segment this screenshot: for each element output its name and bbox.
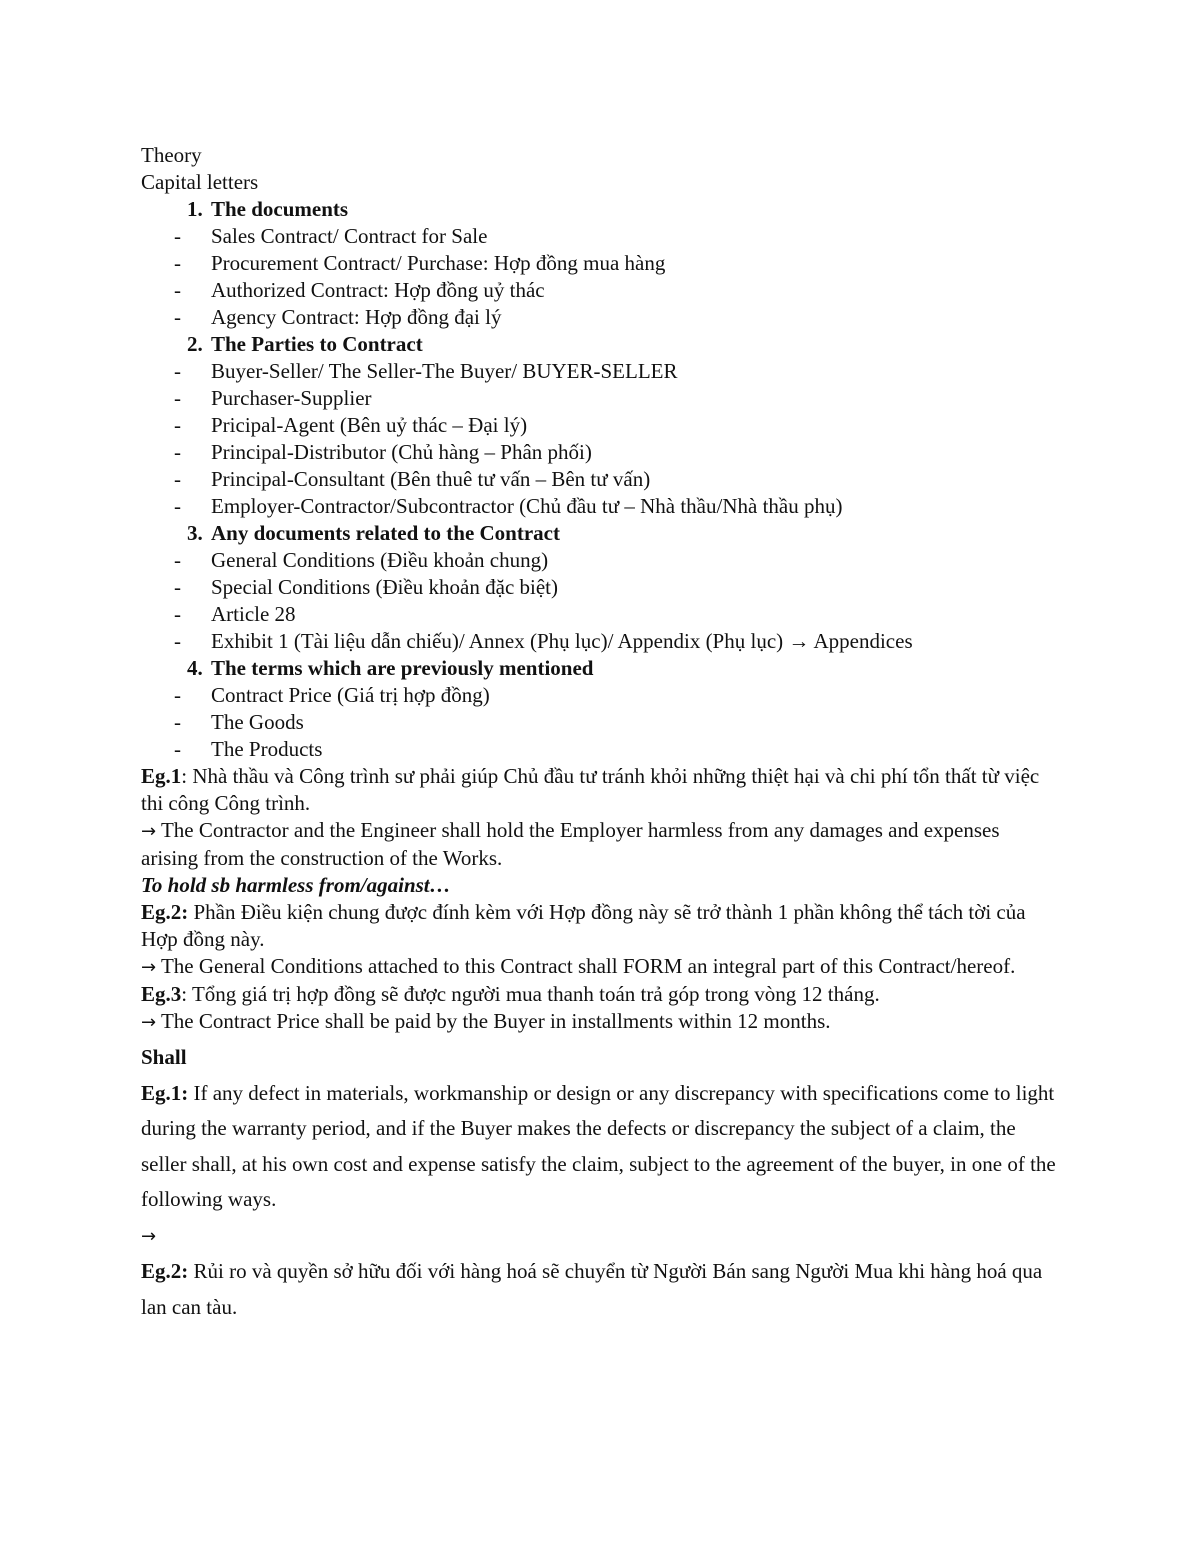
section-number: 2. (187, 332, 203, 356)
list-item (141, 385, 1056, 412)
list-item (141, 574, 1056, 601)
shall-example-1 (141, 1076, 1056, 1218)
list-bullet: - (174, 710, 181, 734)
list-item (141, 493, 1056, 520)
list-bullet: - (174, 386, 181, 410)
list-item-text: Procurement Contract/ Purchase: Hợp đồng mua hàng (211, 251, 666, 275)
example-text: : Tổng giá trị hợp đồng sẽ được người mua thanh toán trả góp trong vòng 12 tháng. (181, 982, 880, 1006)
example-text: : Nhà thầu và Công trình sư phải giúp Chủ đầu tư tránh khỏi những thiệt hại và chi phí tổn thất từ việc thi công Công trình. (141, 764, 1040, 815)
example-1-answer (141, 817, 1056, 872)
list-item (141, 412, 1056, 439)
example-text: Phần Điều kiện chung được đính kèm với Hợp đồng này sẽ trở thành 1 phần không thể tách tời của Hợp đồng này. (141, 900, 1026, 951)
list-item-text: Special Conditions (Điều khoản đặc biệt) (211, 575, 559, 599)
phrase-note: To hold sb harmless from/against… (141, 873, 451, 897)
example-text: If any defect in materials, workmanship or design or any discrepancy with specifications come to light during the warranty period, and if the Buyer makes the defects or discrepancy the subject of a claim, the seller shall, at his own cost and expense satisfy the claim, subject to the agreement of the buyer, in one of the following ways. (141, 1080, 1056, 1211)
list-bullet: - (174, 737, 181, 761)
section-heading (141, 331, 1056, 358)
list-item (141, 709, 1056, 736)
arrow-icon: → (141, 1225, 157, 1247)
list-item-text: The Goods (211, 710, 304, 734)
example-1 (141, 763, 1056, 817)
list-item-text: Purchaser-Supplier (211, 386, 372, 410)
list-item-text: Principal-Consultant (Bên thuê tư vấn – Bên tư vấn) (211, 467, 651, 491)
example-label: Eg.2: (141, 1259, 189, 1283)
list-item (141, 439, 1056, 466)
doc-title: Theory (141, 143, 202, 167)
section-number: 1. (187, 197, 203, 221)
list-item-text: General Conditions (Điều khoản chung) (211, 548, 549, 572)
example-label: Eg.1: (141, 1080, 189, 1105)
list-item (141, 277, 1056, 304)
example-2-answer (141, 953, 1056, 981)
section-number: 3. (187, 521, 203, 545)
list-item (141, 304, 1056, 331)
list-bullet: - (174, 494, 181, 518)
shall-heading: Shall (141, 1045, 187, 1069)
list-item (141, 682, 1056, 709)
arrow-icon: → (141, 1012, 157, 1033)
section-heading-text: The Parties to Contract (211, 332, 423, 356)
list-bullet: - (174, 251, 181, 275)
list-item-text: Authorized Contract: Hợp đồng uỷ thác (211, 278, 545, 302)
list-item-text: The Products (211, 737, 323, 761)
list-item (141, 223, 1056, 250)
list-item (141, 736, 1056, 763)
example-3-answer (141, 1008, 1056, 1036)
list-bullet: - (174, 440, 181, 464)
section-heading (141, 196, 1056, 223)
answer-text: The Contractor and the Engineer shall hold the Employer harmless from any damages and expenses arising from the construction of the Works. (141, 818, 1000, 870)
list-item-text: Exhibit 1 (Tài liệu dẫn chiếu)/ Annex (Phụ lục)/ Appendix (Phụ lục) → Appendices (211, 629, 913, 653)
list-item-text: Buyer-Seller/ The Seller-The Buyer/ BUYER-SELLER (211, 359, 678, 383)
list-item (141, 250, 1056, 277)
doc-subtitle: Capital letters (141, 170, 259, 194)
section-heading-text: Any documents related to the Contract (211, 521, 560, 545)
example-2 (141, 899, 1056, 953)
list-item-text: Employer-Contractor/Subcontractor (Chủ đầu tư – Nhà thầu/Nhà thầu phụ) (211, 494, 843, 518)
list-bullet: - (174, 278, 181, 302)
answer-text: The Contract Price shall be paid by the Buyer in installments within 12 months. (160, 1009, 831, 1033)
list-bullet: - (174, 548, 181, 572)
shall-section (141, 1040, 1056, 1325)
section-number: 4. (187, 656, 203, 680)
list-item-text: Pricipal-Agent (Bên uỷ thác – Đại lý) (211, 413, 528, 437)
shall-example-2 (141, 1254, 1056, 1325)
list-item (141, 358, 1056, 385)
section-heading (141, 655, 1056, 682)
list-bullet: - (174, 602, 181, 626)
shall-example-1-answer (141, 1218, 1056, 1255)
answer-text: The General Conditions attached to this Contract shall FORM an integral part of this Contract/hereof. (160, 954, 1016, 978)
list-bullet: - (174, 413, 181, 437)
example-3 (141, 981, 1056, 1008)
section-heading-text: The terms which are previously mentioned (211, 656, 594, 680)
list-bullet: - (174, 359, 181, 383)
list-bullet: - (174, 683, 181, 707)
list-bullet: - (174, 575, 181, 599)
list-item (141, 601, 1056, 628)
list-item-text: Contract Price (Giá trị hợp đồng) (211, 683, 490, 707)
example-label: Eg.1 (141, 764, 182, 788)
section-heading-text: The documents (211, 197, 349, 221)
section-heading (141, 520, 1056, 547)
example-label: Eg.2: (141, 900, 189, 924)
list-item-text: Principal-Distributor (Chủ hàng – Phân phối) (211, 440, 592, 464)
list-bullet: - (174, 305, 181, 329)
example-label: Eg.3 (141, 982, 182, 1006)
example-text: Rủi ro và quyền sở hữu đối với hàng hoá sẽ chuyển từ Người Bán sang Người Mua khi hàng hoá qua lan can tàu. (141, 1259, 1043, 1319)
list-item-text: Agency Contract: Hợp đồng đại lý (211, 305, 502, 329)
document-page (141, 142, 1056, 1325)
list-bullet: - (174, 629, 181, 653)
arrow-icon: → (141, 957, 157, 978)
list-item (141, 466, 1056, 493)
list-item-text: Sales Contract/ Contract for Sale (211, 224, 488, 248)
list-item (141, 628, 1056, 655)
list-item (141, 547, 1056, 574)
list-item-text: Article 28 (211, 602, 296, 626)
arrow-icon: → (141, 821, 157, 842)
list-bullet: - (174, 467, 181, 491)
list-bullet: - (174, 224, 181, 248)
